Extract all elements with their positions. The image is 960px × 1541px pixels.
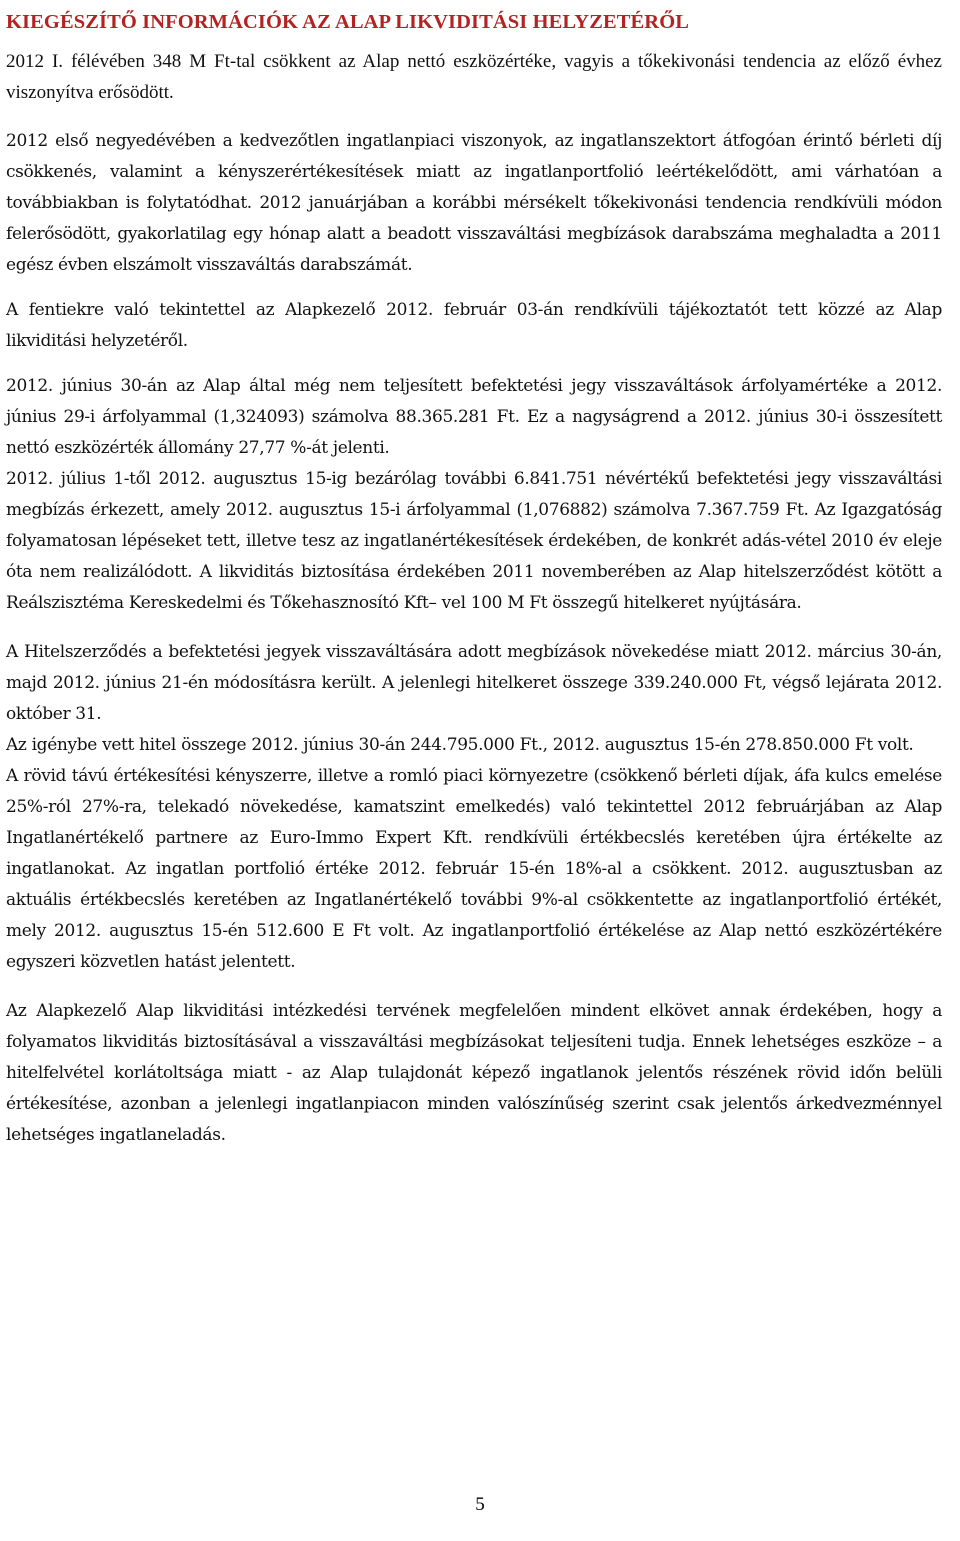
paragraph-credit-agreement: A Hitelszerződés a befektetési jegyek visszaváltására adott megbízások növekedése miatt 2012. március 30-án, majd 2012. június 21-én módosításra került. A jelenlegi hitelkeret összege 339.240.000 Ft, végső lejárata 2012. október 31.: [6, 642, 942, 724]
paragraph-unsettled-redemptions: 2012. június 30-án az Alap által még nem teljesített befektetési jegy visszaváltások árfolyamértéke a 2012. június 29-i árfolyammal (1,324093) számolva 88.365.281 Ft. Ez a nagyságrend a 2012. június 30-i összesített nettó eszközérték állomány 27,77 %-át jelenti.: [6, 376, 942, 458]
page-number: 5: [475, 1494, 485, 1515]
paragraph-market-conditions: 2012 első negyedévében a kedvezőtlen ingatlanpiaci viszonyok, az ingatlanszektort átfogóan érintő bérleti díj csökkenés, valamint a kényszerértékesítések miatt az ingatlanportfolió leértékelődött, ami várhatóan a továbbiakban is folytatódhat. 2012 januárjában a korábbi mérsékelt tőkekivonási tendencia rendkívüli módon felerősödött, gyakorlatilag egy hónap alatt a beadott visszaváltási megbízások darabszáma meghaladta a 2011 egész évben elszámolt visszaváltás darabszámát.: [6, 131, 942, 275]
paragraph-credit-used: Az igénybe vett hitel összege 2012. június 30-án 244.795.000 Ft., 2012. augusztus 15-én 278.850.000 Ft volt.: [6, 735, 914, 755]
paragraph-extraordinary-notice: A fentiekre való tekintettel az Alapkezelő 2012. február 03-án rendkívüli tájékoztatót tett közzé az Alap likviditási helyzetéről.: [6, 300, 942, 351]
paragraph-property-valuation: A rövid távú értékesítési kényszerre, illetve a romló piaci környezetre (csökkenő bérleti díjak, áfa kulcs emelése 25%-ról 27%-ra, telekadó növekedése, kamatszint emelkedés) való tekintettel 2012 februárjában az Alap Ingatlanértékelő partnere az Euro-Immo Expert Kft. rendkívüli értékbecslés keretében újra értékelte az ingatlanokat. Az ingatlan portfolió értéke 2012. február 15-én 18%-al a csökkent. 2012. augusztusban az aktuális értékbecslés keretében az Ingatlanértékelő további 9%-al csökkentette az ingatlanportfolió értékét, mely 2012. augusztus 15-én 512.600 E Ft volt. Az ingatlanportfolió értékelése az Alap nettó eszközértékére egyszeri közvetlen hatást jelentett.: [6, 766, 942, 972]
paragraph-redemption-orders-and-credit: 2012. július 1-től 2012. augusztus 15-ig bezárólag további 6.841.751 névértékű befektetési jegy visszaváltási megbízás érkezett, amely 2012. augusztus 15-i árfolyammal (1,076882) számolva 7.367.759 Ft. Az Igazgatóság folyamatosan lépéseket tett, illetve tesz az ingatlanértékesítések érdekében, de konkrét adás-vétel 2010 év eleje óta nem realizálódott. A likviditás biztosítása érdekében 2011 novemberében az Alap hitelszerződést kötött a Reálszisztéma Kereskedelmi és Tőkehasznosító Kft– vel 100 M Ft összegű hitelkeret nyújtására.: [6, 469, 942, 613]
paragraph-nav-decrease: 2012 I. félévében 348 M Ft-tal csökkent az Alap nettó eszközértéke, vagyis a tőkekivonási tendencia az előző évhez viszonyítva erősödött.: [6, 51, 942, 103]
section-heading: KIEGÉSZÍTŐ INFORMÁCIÓK AZ ALAP LIKVIDITÁSI HELYZETÉRŐL: [6, 11, 690, 33]
paragraph-liquidity-plan: Az Alapkezelő Alap likviditási intézkedési tervének megfelelően mindent elkövet annak érdekében, hogy a folyamatos likviditás biztosításával a visszaváltási megbízásokat teljesíteni tudja. Ennek lehetséges eszköze – a hitelfelvétel korlátoltsága miatt - az Alap tulajdonát képező ingatlanok jelentős részének rövid időn belüli értékesítése, azonban a jelenlegi ingatlanpiacon minden valószínűség szerint csak jelentős árkedvezménnyel lehetséges ingatlaneladás.: [6, 1001, 942, 1145]
